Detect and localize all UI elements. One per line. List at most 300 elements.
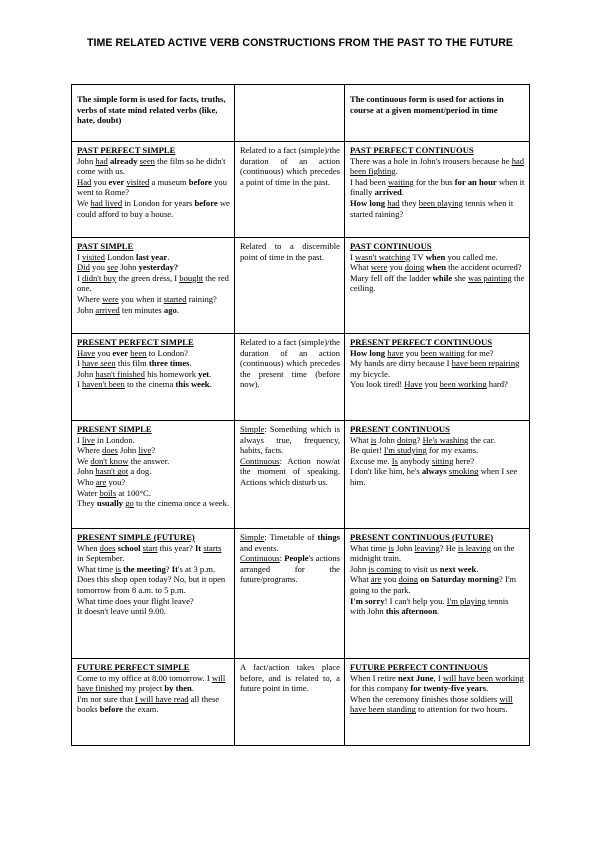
text-segment: all these books — [77, 693, 220, 715]
continuous-cell — [345, 334, 530, 421]
verb-form: have seen — [82, 358, 116, 369]
text-segment: for the bus — [413, 176, 455, 187]
text-segment: the red one. — [77, 272, 229, 294]
text-segment: to attention for two hours. — [415, 704, 508, 715]
verb-form: will have finished — [77, 672, 226, 694]
time-marker: always — [421, 466, 447, 477]
text-segment: the green dress, I — [116, 272, 180, 283]
text-segment: my project — [123, 683, 165, 694]
time-marker: People — [284, 553, 309, 564]
verb-form: have been repairing — [451, 358, 520, 369]
time-marker: already — [109, 155, 138, 166]
text-segment: . — [176, 304, 179, 315]
example-line — [350, 694, 525, 715]
example-line — [240, 553, 340, 585]
verb-form: live — [82, 434, 95, 445]
example-line — [77, 435, 230, 446]
verb-form: is — [115, 563, 121, 574]
continuous-cell — [345, 421, 530, 529]
text-segment: this film — [115, 358, 149, 369]
explanation-list — [240, 532, 340, 585]
verb-form: doing — [397, 434, 417, 445]
verb-form: have — [387, 347, 404, 358]
header-continuous-form: The continuous form is used for actions in course at a given moment/period in time — [345, 85, 530, 142]
verb-form: bought — [179, 272, 204, 283]
tense-title: FUTURE PERFECT CONTINUOUS — [350, 662, 488, 672]
text-segment: . — [437, 606, 440, 617]
verb-form: had — [95, 155, 108, 166]
text-segment: I don't like him, he's — [350, 466, 422, 477]
simple-cell — [72, 659, 235, 746]
verb-form: is leaving — [457, 542, 492, 553]
verb-form: go — [125, 498, 134, 509]
verb-form: He's washing — [422, 434, 469, 445]
text-segment: Where — [77, 293, 103, 304]
text-segment: you — [95, 347, 113, 358]
verb-form: starts — [203, 542, 222, 553]
verb-form: visited — [126, 176, 150, 187]
verb-form: is coming — [368, 563, 403, 574]
text-segment: . — [395, 166, 398, 177]
continuous-cell — [345, 142, 530, 238]
text-segment: for me? — [464, 347, 494, 358]
time-marker: for an hour — [454, 176, 497, 187]
text-segment: the answer. — [128, 455, 170, 466]
text-segment: I — [77, 434, 83, 445]
time-marker: the meeting — [123, 563, 166, 574]
text-segment: you? — [106, 476, 126, 487]
example-list — [350, 673, 525, 715]
text-segment: ? He — [439, 542, 458, 553]
verb-form: was painting — [468, 272, 512, 283]
tense-title: PRESENT SIMPLE — [77, 424, 152, 434]
example-list — [77, 435, 230, 509]
text-segment: they — [399, 197, 419, 208]
text-segment: : — [279, 553, 285, 564]
example-line — [350, 156, 525, 177]
text-segment: I'm not sure that — [77, 693, 135, 704]
example-line — [350, 358, 525, 379]
example-line — [77, 262, 230, 273]
text-segment: John — [117, 445, 139, 456]
text-segment: ? — [165, 563, 172, 574]
example-line — [350, 273, 525, 294]
example-line — [77, 466, 230, 477]
text-segment: Excuse me. — [350, 455, 392, 466]
verb-form: Simple — [240, 532, 265, 542]
verb-form: I will have read — [134, 693, 189, 704]
tense-title: PAST PERFECT SIMPLE — [77, 145, 176, 155]
text-segment: TV — [410, 251, 426, 262]
verb-form: doing — [398, 574, 419, 585]
time-marker: three times — [148, 358, 190, 369]
time-marker: ever — [108, 176, 125, 187]
example-list — [77, 348, 230, 390]
text-segment: : Something which is always true, frequency, habits, facts. — [240, 424, 340, 456]
text-segment: when it finally — [350, 176, 525, 198]
text-segment: I — [77, 358, 83, 369]
verb-form: see — [107, 262, 119, 273]
verb-form: hasn't got — [95, 466, 129, 477]
text-segment: London — [104, 251, 136, 262]
example-line — [350, 445, 525, 456]
explanation-text: Related to a fact (simple)/the duration of an action (continuous) which precedes the present time (before now). — [240, 337, 340, 390]
example-list — [77, 252, 230, 316]
header-simple-form: The simple form is used for facts, truths, verbs of state mind related verbs (like, hate, doubt) — [72, 85, 235, 142]
time-marker: this week — [175, 379, 210, 390]
verb-form: live — [138, 445, 152, 456]
example-line — [77, 498, 230, 509]
verb-form: is — [370, 434, 377, 445]
verb-form: Have — [77, 347, 96, 358]
time-marker: ever — [112, 347, 129, 358]
text-segment: his homework — [144, 368, 199, 379]
time-marker: next week — [439, 563, 477, 574]
example-line — [350, 543, 525, 564]
text-segment: John — [118, 262, 139, 273]
time-marker: last year — [135, 251, 168, 262]
verb-form: Did — [77, 262, 90, 273]
text-segment: What time — [350, 542, 389, 553]
explanation-text: Related to a fact (simple)/the duration of an action (continuous) which precedes a point of time in the past. — [240, 145, 340, 187]
time-marker: while — [432, 272, 453, 283]
time-marker: on Saturday morning — [420, 574, 499, 585]
verb-form: don't know — [90, 455, 129, 466]
time-marker: things — [317, 532, 340, 542]
text-segment: , I — [433, 672, 443, 683]
verb-form: Continuous — [240, 455, 280, 466]
verb-form: doing — [404, 262, 425, 273]
example-list — [77, 673, 230, 715]
text-segment: ? — [151, 445, 156, 456]
tense-title: FUTURE PERFECT SIMPLE — [77, 662, 190, 672]
example-line — [350, 466, 525, 487]
tense-title: PRESENT CONTINUOUS — [350, 424, 450, 434]
tense-title: PRESENT SIMPLE (FUTURE) — [77, 532, 195, 542]
text-segment: to visit us — [402, 563, 440, 574]
verb-form: I'm playing — [446, 595, 486, 606]
verb-form: will have been working — [442, 672, 524, 683]
explanation-cell — [235, 334, 345, 421]
example-line — [350, 348, 525, 359]
example-line — [77, 252, 230, 263]
verb-form: I'm studying — [383, 445, 427, 456]
text-segment: John — [376, 434, 398, 445]
continuous-cell — [345, 659, 530, 746]
text-segment: It doesn't leave until 9.00. — [77, 606, 166, 617]
example-line — [240, 532, 340, 553]
text-segment: I had been — [350, 176, 388, 187]
text-segment: you — [91, 176, 109, 187]
example-list — [77, 543, 230, 617]
verb-form: is — [388, 542, 394, 553]
explanation-cell — [235, 659, 345, 746]
verb-form: does — [99, 542, 116, 553]
example-line — [350, 379, 525, 390]
example-line — [350, 596, 525, 617]
time-marker: when — [425, 251, 446, 262]
text-segment: John — [77, 155, 96, 166]
text-segment: I — [77, 272, 83, 283]
text-segment: John — [77, 304, 96, 315]
explanation-text: Related to a discernible point of time in the past. — [240, 241, 340, 262]
continuous-cell — [345, 238, 530, 334]
time-marker: before — [99, 704, 123, 715]
text-segment: John — [350, 563, 369, 574]
text-segment: in London for years — [122, 197, 195, 208]
example-line — [77, 305, 230, 316]
example-line — [77, 606, 230, 617]
text-segment: here? — [453, 455, 475, 466]
text-segment: and events. — [240, 542, 279, 553]
text-segment: this year? — [157, 542, 195, 553]
text-segment: We — [77, 455, 91, 466]
example-line — [77, 294, 230, 305]
example-line — [350, 435, 525, 446]
text-segment: ! I can't help you. — [384, 595, 447, 606]
text-segment: you called me. — [445, 251, 498, 262]
text-segment: John — [393, 542, 415, 553]
text-segment: to the cinema — [124, 379, 176, 390]
time-marker: How long — [350, 347, 386, 358]
text-segment: you when it — [118, 293, 164, 304]
verb-form: are — [370, 574, 382, 585]
text-segment: What time — [77, 563, 116, 574]
verb-form: does — [102, 445, 118, 456]
example-list — [350, 348, 525, 390]
example-list — [350, 252, 525, 294]
text-segment: tennis with John — [350, 595, 509, 617]
verb-form: Is — [391, 455, 398, 466]
simple-cell — [72, 529, 235, 659]
table-row — [72, 529, 530, 659]
explanation-text: A fact/action takes place before, and is related to, a future point in time. — [240, 662, 340, 694]
text-segment: I — [77, 379, 83, 390]
text-segment: . — [209, 368, 212, 379]
example-line — [77, 574, 230, 595]
text-segment: anybody — [397, 455, 432, 466]
text-segment: . — [167, 251, 170, 262]
tense-title: PRESENT PERFECT SIMPLE — [77, 337, 194, 347]
time-marker: for twenty-five years — [410, 683, 487, 694]
example-line — [77, 564, 230, 575]
verb-form: sitting — [431, 455, 454, 466]
example-list — [77, 156, 230, 220]
example-line — [350, 564, 525, 575]
verb-form: haven't been — [82, 379, 125, 390]
table-row — [72, 659, 530, 746]
verb-form: smoking — [448, 466, 479, 477]
verb-form: didn't buy — [82, 272, 117, 283]
text-segment: My hands are dirty because I — [350, 358, 452, 369]
verb-form: start — [142, 542, 158, 553]
simple-cell — [72, 334, 235, 421]
time-marker: ago — [163, 304, 177, 315]
text-segment: to the cinema once a week. — [133, 498, 230, 509]
time-marker: this afternoon — [385, 606, 438, 617]
example-line — [77, 177, 230, 198]
text-segment: You look tired! — [350, 379, 405, 390]
header-middle — [235, 85, 345, 142]
text-segment: you — [387, 262, 405, 273]
text-segment: the accident ocurred? — [445, 262, 522, 273]
example-line — [77, 543, 230, 564]
text-segment: What time does your flight leave? — [77, 595, 194, 606]
text-segment: What — [350, 574, 371, 585]
verb-form: been waiting — [420, 347, 465, 358]
tense-title: PRESENT PERFECT CONTINUOUS — [350, 337, 492, 347]
text-segment: Water — [77, 487, 100, 498]
text-segment: ? — [416, 434, 423, 445]
simple-cell — [72, 421, 235, 529]
text-segment: What — [350, 262, 371, 273]
example-line — [350, 673, 525, 694]
verb-form: Simple — [240, 424, 265, 434]
example-line — [77, 694, 230, 715]
example-line — [350, 262, 525, 273]
explanation-cell — [235, 421, 345, 529]
text-segment: John — [77, 466, 96, 477]
example-line — [77, 369, 230, 380]
verb-form: had — [387, 197, 400, 208]
example-line — [350, 198, 525, 219]
text-segment: raining? — [186, 293, 217, 304]
text-segment: at 100°C. — [116, 487, 151, 498]
text-segment: 's at 3 p.m. — [177, 563, 216, 574]
time-marker: before — [194, 197, 218, 208]
text-segment: for my exams. — [426, 445, 479, 456]
text-segment: 's actions arranged for the future/programs. — [240, 553, 340, 585]
simple-cell — [72, 142, 235, 238]
text-segment: Where — [77, 445, 103, 456]
example-line — [77, 445, 230, 456]
time-marker: I'm sorry — [350, 595, 385, 606]
time-marker: next June — [397, 672, 434, 683]
text-segment: . — [209, 379, 212, 390]
verb-form: Have — [404, 379, 423, 390]
text-segment: the ceiling. — [350, 272, 525, 294]
text-segment: ten minutes — [119, 304, 164, 315]
text-segment: to London? — [146, 347, 188, 358]
text-segment: a museum — [149, 176, 189, 187]
example-line — [77, 273, 230, 294]
table-row — [72, 334, 530, 421]
text-segment: I — [77, 251, 83, 262]
table-header-row — [72, 85, 530, 142]
time-marker: arrived — [374, 187, 402, 198]
verb-form: Continuous — [240, 553, 280, 564]
text-segment: They — [77, 498, 97, 509]
text-segment: in London. — [94, 434, 135, 445]
example-line — [350, 252, 525, 263]
example-list — [350, 543, 525, 617]
text-segment: When the ceremony finishes those soldiers — [350, 693, 500, 704]
text-segment: There was a hole in John's trousers because he — [350, 155, 512, 166]
text-segment: for this company — [350, 683, 411, 694]
text-segment: you went to Rome? — [77, 176, 228, 198]
verb-form: been playing — [418, 197, 463, 208]
text-segment: when I see him. — [350, 466, 518, 487]
example-line — [77, 456, 230, 467]
text-segment: a dog. — [128, 466, 152, 477]
text-segment: When I retire — [350, 672, 398, 683]
continuous-cell — [345, 529, 530, 659]
text-segment: . — [401, 187, 404, 198]
example-list — [350, 435, 525, 488]
text-segment: my bicycle. — [350, 368, 391, 379]
text-segment: we could afford to buy a house. — [77, 197, 230, 219]
verb-form: Had — [77, 176, 92, 187]
text-segment: . — [476, 563, 479, 574]
text-segment: What — [350, 434, 371, 445]
time-marker: school — [117, 542, 141, 553]
tense-title: PRESENT CONTINUOUS (FUTURE) — [350, 532, 494, 542]
example-line — [77, 156, 230, 177]
text-segment: Does this shop open today? No, but it open tomorrow from 8 a.m. to 5 p.m. — [77, 574, 226, 595]
text-segment: you — [403, 347, 421, 358]
time-marker: It — [171, 563, 178, 574]
text-segment: the film so he didn't come with us. — [77, 155, 226, 177]
example-line — [350, 456, 525, 467]
example-line — [77, 477, 230, 488]
example-line — [350, 177, 525, 198]
time-marker: before — [188, 176, 212, 187]
verb-form: had been fighting — [350, 155, 525, 177]
verb-form: were — [370, 262, 388, 273]
text-segment: ? I'm going to the park. — [350, 574, 517, 595]
verb-form: wasn't watching — [355, 251, 411, 262]
page-title: TIME RELATED ACTIVE VERB CONSTRUCTIONS FROM THE PAST TO THE FUTURE — [86, 37, 514, 49]
explanation-cell — [235, 529, 345, 659]
text-segment: Who — [77, 476, 96, 487]
example-line — [77, 673, 230, 694]
tense-title: PAST CONTINUOUS — [350, 241, 432, 251]
verb-form: been working — [439, 379, 487, 390]
verb-form: visited — [82, 251, 105, 262]
explanation-cell — [235, 142, 345, 238]
verb-form: waiting — [387, 176, 414, 187]
simple-cell — [72, 238, 235, 334]
verb-form: are — [95, 476, 107, 487]
table-row — [72, 142, 530, 238]
time-marker: How long — [350, 197, 386, 208]
verb-form: started — [163, 293, 187, 304]
example-line — [77, 198, 230, 219]
text-segment: she — [452, 272, 468, 283]
verb-form: leaving — [414, 542, 440, 553]
time-marker: when — [426, 262, 446, 273]
tense-title: PAST SIMPLE — [77, 241, 134, 251]
tenses-table — [71, 84, 530, 746]
text-segment: . — [189, 358, 192, 369]
example-line — [77, 596, 230, 607]
time-marker: It — [194, 542, 202, 553]
example-line — [77, 348, 230, 359]
text-segment: : Timetable of — [264, 532, 318, 542]
table-row — [72, 421, 530, 529]
time-marker: usually — [96, 498, 124, 509]
text-segment: in September. — [77, 553, 125, 564]
text-segment: : Action now/at the moment of speaking. Actions which disturb us. — [240, 455, 340, 487]
text-segment: on the midnight train. — [350, 542, 515, 564]
text-segment: I — [350, 251, 356, 262]
verb-form: hasn't finished — [95, 368, 145, 379]
text-segment: you — [89, 262, 108, 273]
verb-form: will have been standing — [350, 693, 513, 715]
text-segment: the car. — [468, 434, 496, 445]
example-list — [350, 156, 525, 220]
example-line — [77, 358, 230, 369]
